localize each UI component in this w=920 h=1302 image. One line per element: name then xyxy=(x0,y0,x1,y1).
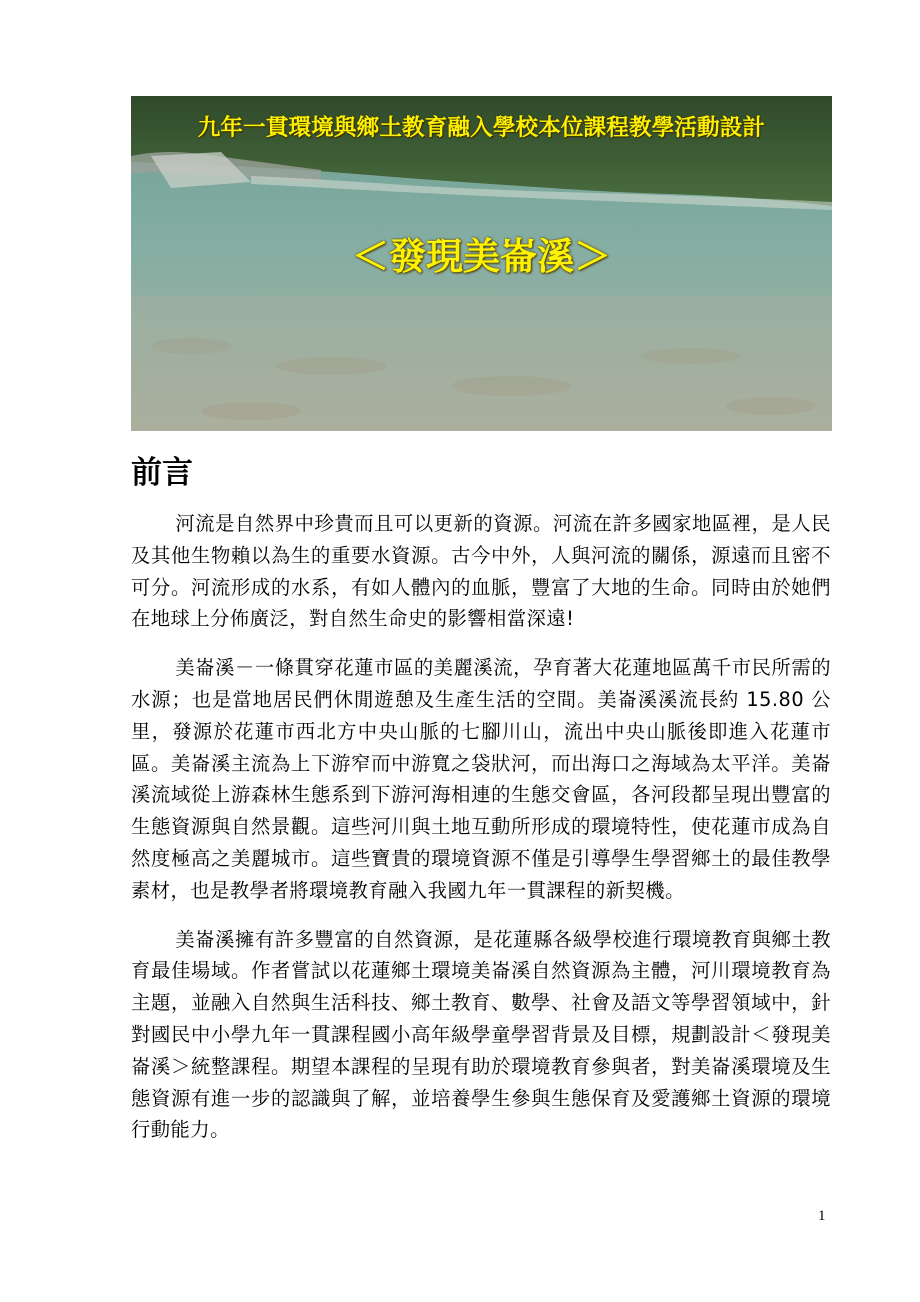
cover-banner xyxy=(131,96,832,431)
section-body xyxy=(131,508,831,1163)
page-number: 1 xyxy=(818,1208,826,1224)
paragraph-3: 美崙溪擁有許多豐富的自然資源，是花蓮縣各級學校進行環境教育與鄉土教育最佳場域。作者嘗試以花蓮鄉土環境美崙溪自然資源為主體，河川環境教育為主題，並融入自然與生活科技、鄉土教育、數學、社會及語文等學習領域中，針對國民中小學九年一貫課程國小高年級學童學習背景及目標，規劃設計＜發現美崙溪＞統整課程。期望本課程的呈現有助於環境教育參與者，對美崙溪環境及生態資源有進一步的認識與了解，並培養學生參與生態保育及愛護鄉土資源的環境行動能力。 xyxy=(131,927,831,1142)
section-heading: 前言 xyxy=(131,455,193,491)
document-subtitle: ＜發現美崙溪＞ xyxy=(352,235,611,278)
paragraph-1: 河流是自然界中珍貴而且可以更新的資源。河流在許多國家地區裡，是人民及其他生物賴以為生的重要水資源。古今中外，人與河流的關係，源遠而且密不可分。河流形成的水系，有如人體內的血脈，豐富了大地的生命。同時由於她們在地球上分佈廣泛，對自然生命史的影響相當深遠! xyxy=(131,512,831,631)
document-title: 九年一貫環境與鄉土教育融入學校本位課程教學活動設計 xyxy=(197,115,766,141)
paragraph-2: 美崙溪－一條貫穿花蓮市區的美麗溪流，孕育著大花蓮地區萬千市民所需的水源；也是當地居民們休閒遊憩及生產生活的空間。美崙溪溪流長約 15.80 公里，發源於花蓮市西北方中央山脈的七腳川山，流出中央山脈後即進入花蓮市區。美崙溪主流為上下游窄而中游寬之袋狀河，而出海口之海域為太平洋。美崙溪流域從上游森林生態系到下游河海相連的生態交會區，各河段都呈現出豐富的生態資源與自然景觀。這些河川與土地互動所形成的環境特性，使花蓮市成為自然度極高之美麗城市。這些寶貴的環境資源不僅是引導學生學習鄉土的最佳教學素材，也是教學者將環境教育融入我國九年一貫課程的新契機。 xyxy=(131,656,831,902)
